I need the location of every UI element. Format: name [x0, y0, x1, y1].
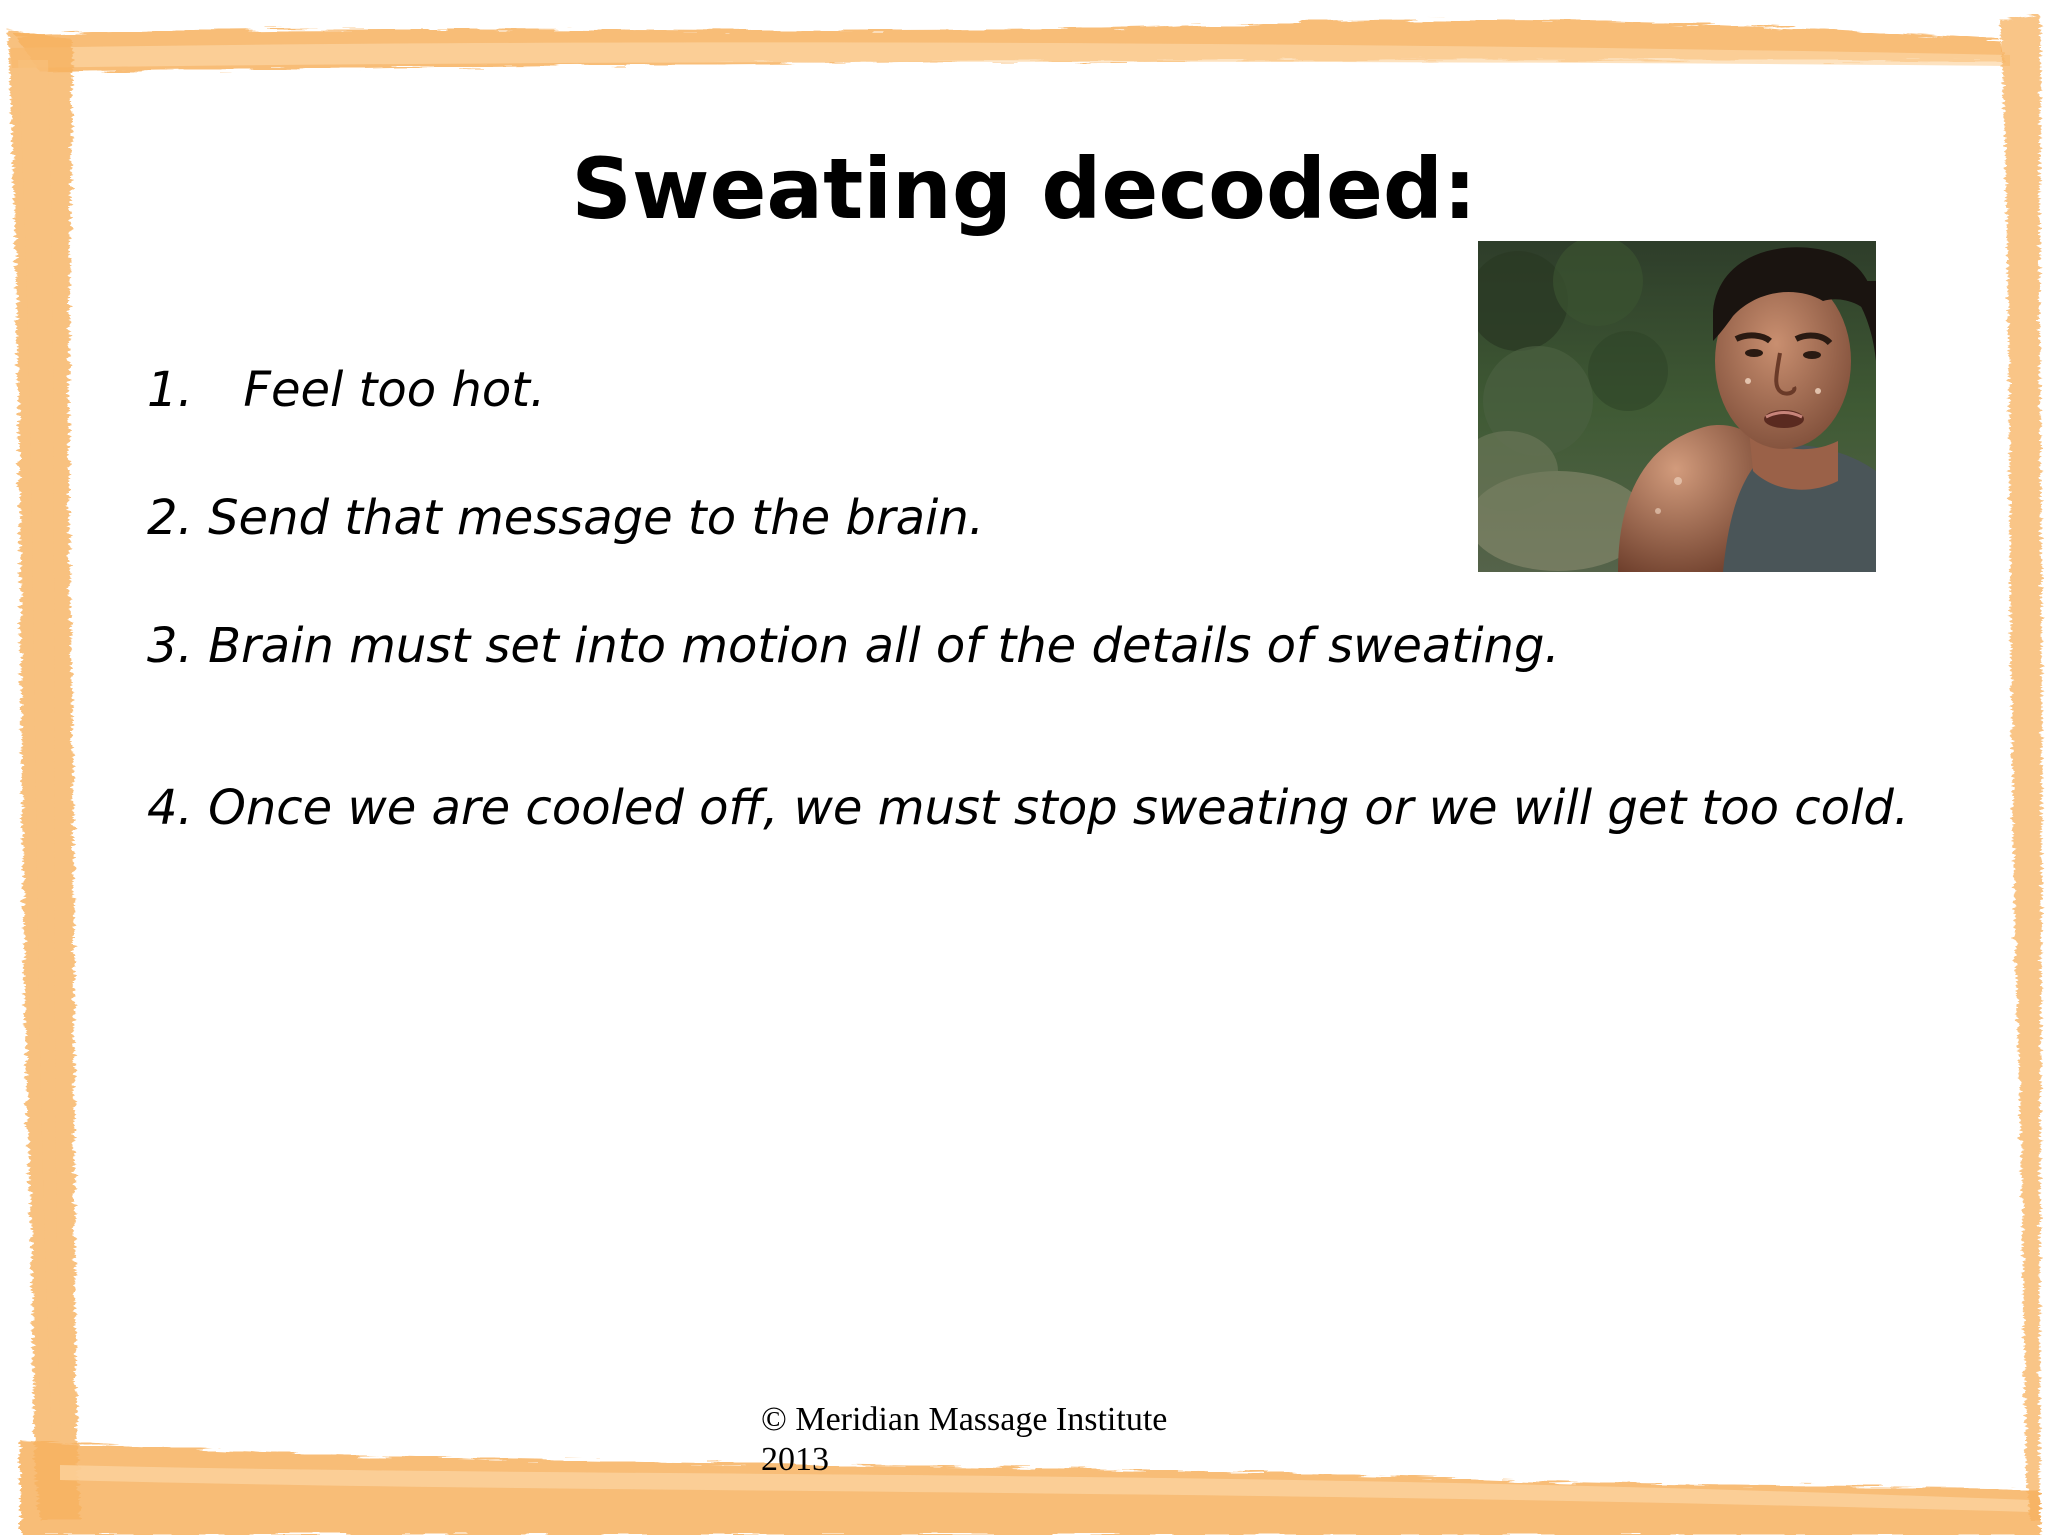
list-item-number: 3.	[147, 618, 193, 674]
list-item-text: Send that message to the brain.	[208, 490, 985, 546]
list-item-text: Once we are cooled off, we must stop sweating or we will get too cold.	[208, 780, 1910, 836]
list-item-text: Brain must set into motion all of the details of sweating.	[208, 618, 1560, 674]
list-item-number: 1.	[147, 362, 193, 418]
list-item-number: 2.	[147, 490, 193, 546]
sweating-man-photo	[1478, 241, 1876, 572]
slide-title: Sweating decoded:	[571, 140, 1477, 238]
copyright-line: © Meridian Massage Institute	[761, 1401, 1168, 1438]
list-item	[147, 490, 984, 546]
copyright-footer	[761, 1400, 1281, 1480]
list-item	[147, 780, 1909, 836]
list-item	[147, 618, 1560, 674]
copyright-year: 2013	[761, 1441, 829, 1478]
sweating-man-photo-icon	[1478, 241, 1876, 572]
list-item-text: Feel too hot.	[243, 362, 546, 418]
list-item	[147, 362, 545, 418]
list-item-number: 4.	[147, 780, 193, 836]
